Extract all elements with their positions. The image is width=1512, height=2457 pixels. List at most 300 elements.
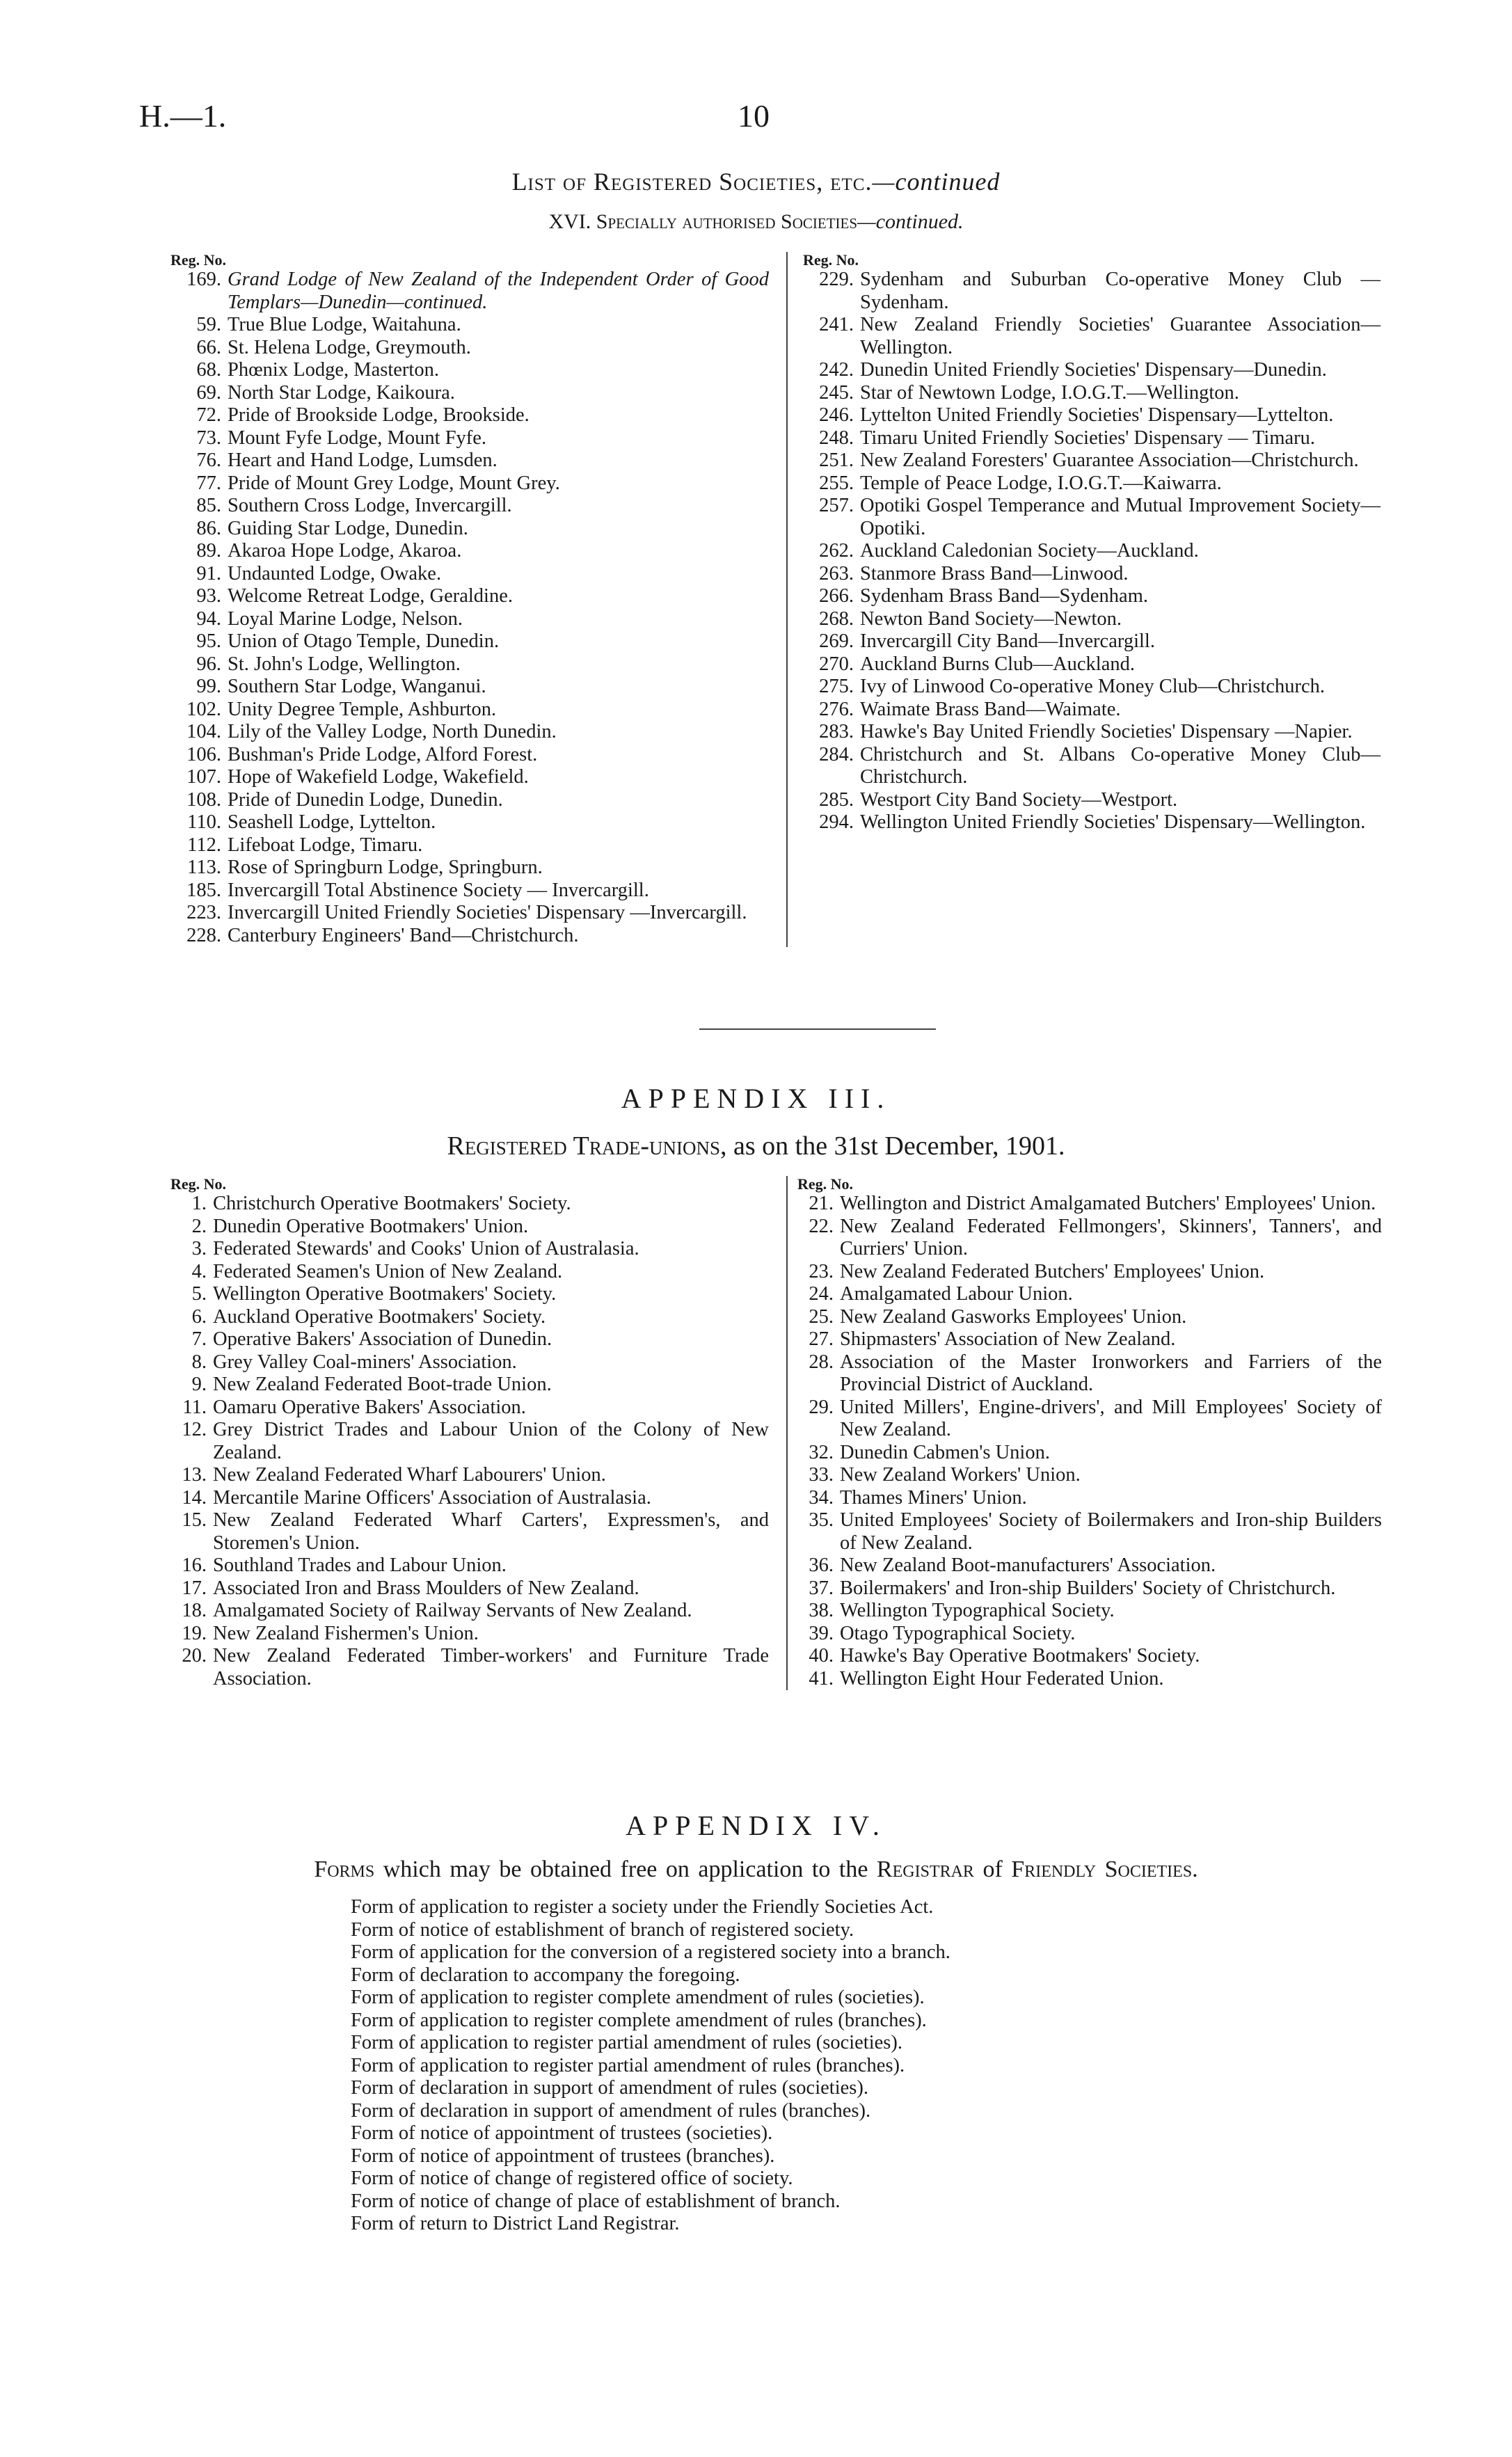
entry-text: Heart and Hand Lodge, Lumsden.	[228, 450, 498, 471]
list-item	[170, 382, 769, 405]
list-title-continued: —continued	[872, 168, 1001, 196]
list-item	[803, 653, 1380, 676]
list-item	[170, 789, 769, 812]
form-item: Form of notice of appointment of trustees (branches).	[351, 2145, 775, 2167]
reg-number: 73.	[196, 427, 221, 449]
reg-number: 106.	[186, 743, 221, 765]
reg-number: 113.	[187, 857, 221, 878]
appendix-iii-subtitle-sc: Registered Trade-unions,	[447, 1131, 727, 1161]
entry-text: New Zealand Federated Wharf Labourers' Union.	[213, 1464, 606, 1486]
reg-number: 85.	[196, 495, 221, 516]
entry-text: Auckland Caledonian Society—Auckland.	[860, 540, 1199, 562]
list-item	[797, 1397, 1382, 1442]
reg-number: 14.	[182, 1486, 207, 1509]
reg-number: 1.	[191, 1193, 207, 1214]
reg-number: 294.	[819, 811, 854, 833]
appendix-iv-sub-forms: Forms	[314, 1856, 375, 1882]
reg-number: 91.	[196, 562, 221, 585]
list-item	[170, 653, 769, 676]
form-item: Form of return to District Land Registrar.	[351, 2213, 680, 2234]
list-item	[797, 1577, 1382, 1600]
reg-number: 15.	[182, 1509, 207, 1531]
list-item	[803, 382, 1380, 405]
list-item	[797, 1464, 1382, 1487]
reg-number: 9.	[191, 1374, 207, 1395]
reg-number: 102.	[186, 698, 221, 720]
entry-text: Waimate Brass Band—Waimate.	[860, 698, 1121, 720]
list-title-text: List of Registered Societies, etc.	[511, 168, 873, 196]
section-title-continued: —continued.	[857, 210, 964, 233]
reg-number: 104.	[186, 721, 221, 742]
entry-text: Auckland Burns Club—Auckland.	[860, 653, 1135, 675]
form-item: Form of notice of establishment of branch of registered society.	[351, 1918, 854, 1941]
entry-text: New Zealand Federated Wharf Carters', Expressmen's, and Storemen's Union.	[213, 1509, 769, 1554]
list-item	[797, 1668, 1382, 1691]
entry-text: Grey District Trades and Labour Union of the Colony of New Zealand.	[213, 1419, 769, 1463]
list-item	[170, 1351, 769, 1374]
entry-text: Opotiki Gospel Temperance and Mutual Improvement Society—Opotiki.	[860, 495, 1380, 539]
reg-number: 2.	[191, 1215, 207, 1237]
entry-text: Timaru United Friendly Societies' Dispensary — Timaru.	[860, 427, 1316, 449]
entry-text: Otago Typographical Society.	[840, 1622, 1076, 1644]
entry-text: Sydenham Brass Band—Sydenham.	[860, 585, 1149, 607]
list-item	[803, 404, 1380, 427]
list-item	[170, 1554, 769, 1577]
appendix-iv-sub-text: which may be obtained free on application to the	[374, 1856, 877, 1882]
list-item	[170, 1216, 769, 1239]
reg-number: 242.	[819, 359, 854, 381]
entry-text: New Zealand Federated Timber-workers' and Furniture Trade Association.	[213, 1645, 769, 1689]
list-item	[170, 495, 769, 518]
trade-unions-right-column	[788, 1176, 1382, 1690]
reg-number: 37.	[809, 1577, 834, 1599]
societies-right-column	[788, 252, 1380, 947]
list-item	[170, 269, 769, 314]
list-item	[803, 314, 1380, 359]
list-item	[803, 495, 1380, 540]
reg-number: 8.	[191, 1351, 207, 1373]
entry-text: Newton Band Society—Newton.	[860, 607, 1122, 630]
reg-number: 94.	[196, 607, 221, 630]
reg-number: 246.	[819, 404, 854, 426]
reg-number: 228.	[186, 924, 221, 946]
entry-text: Wellington United Friendly Societies' Dispensary—Wellington.	[860, 811, 1366, 833]
list-item	[170, 1193, 769, 1216]
list-item	[170, 359, 769, 382]
entry-text: Pride of Dunedin Lodge, Dunedin.	[228, 788, 503, 811]
section-divider	[699, 1028, 936, 1030]
list-item	[797, 1442, 1382, 1465]
entry-text: Amalgamated Society of Railway Servants of New Zealand.	[213, 1600, 692, 1621]
reg-number: 18.	[182, 1600, 207, 1621]
reg-number: 34.	[809, 1486, 834, 1509]
entry-text: Westport City Band Society—Westport.	[860, 788, 1178, 811]
entry-text: Hawke's Bay Operative Bootmakers' Society.	[840, 1645, 1200, 1667]
reg-number: 40.	[809, 1645, 834, 1667]
reg-number: 112.	[187, 834, 221, 856]
entry-text: Thames Miners' Union.	[840, 1486, 1027, 1509]
list-item	[170, 766, 769, 789]
entry-text: Star of Newtown Lodge, I.O.G.T.—Wellington.	[860, 381, 1239, 404]
entry-text: Christchurch Operative Bootmakers' Society.	[213, 1193, 571, 1214]
entry-text: Invercargill United Friendly Societies' Dispensary —Invercargill.	[228, 902, 747, 923]
reg-number: 13.	[182, 1464, 207, 1486]
reg-number: 262.	[819, 540, 854, 562]
entry-text: Lyttelton United Friendly Societies' Dispensary—Lyttelton.	[860, 404, 1334, 426]
reg-number: 77.	[196, 472, 221, 494]
list-item	[797, 1623, 1382, 1646]
entry-text: New Zealand Federated Boot-trade Union.	[213, 1374, 552, 1395]
list-item	[170, 1645, 769, 1690]
reg-number: 21.	[809, 1193, 834, 1214]
reg-number: 257.	[819, 495, 854, 516]
list-item	[170, 1464, 769, 1487]
reg-number: 266.	[819, 585, 854, 607]
reg-number: 23.	[809, 1260, 834, 1282]
reg-number: 29.	[809, 1396, 834, 1418]
reg-number: 76.	[196, 450, 221, 471]
reg-number: 89.	[196, 540, 221, 562]
form-item: Form of declaration in support of amendment of rules (branches).	[351, 2099, 871, 2122]
form-item: Form of declaration to accompany the foregoing.	[351, 1964, 740, 1986]
list-item	[170, 472, 769, 495]
entry-text: Christchurch and St. Albans Co-operative Money Club—Christchurch.	[860, 743, 1380, 788]
reg-number: 66.	[196, 336, 221, 358]
reg-number: 99.	[196, 676, 221, 697]
reg-number: 5.	[191, 1283, 207, 1305]
reg-number: 19.	[182, 1622, 207, 1644]
entry-text: True Blue Lodge, Waitahuna.	[228, 314, 461, 335]
entry-text: New Zealand Federated Butchers' Employees' Union.	[840, 1260, 1265, 1282]
reg-number: 3.	[191, 1238, 207, 1259]
entry-text: Dunedin Cabmen's Union.	[840, 1441, 1050, 1463]
reg-number: 33.	[809, 1464, 834, 1486]
list-item	[170, 721, 769, 744]
entry-text: Seashell Lodge, Lyttelton.	[228, 811, 436, 833]
entry-text: Oamaru Operative Bakers' Association.	[213, 1396, 526, 1418]
list-item	[170, 1397, 769, 1420]
entry-text: Grey Valley Coal-miners' Association.	[213, 1351, 517, 1373]
list-item	[170, 404, 769, 427]
entry-text: Pride of Brookside Lodge, Brookside.	[228, 404, 530, 426]
list-item	[170, 1600, 769, 1623]
reg-number: 32.	[809, 1441, 834, 1463]
reg-number: 268.	[819, 607, 854, 630]
entry-text: Associated Iron and Brass Moulders of New Zealand.	[213, 1577, 639, 1599]
entry-text: Lifeboat Lodge, Timaru.	[228, 834, 423, 856]
reg-number: 223.	[186, 902, 221, 923]
entry-text: Wellington Typographical Society.	[840, 1600, 1115, 1621]
list-item	[170, 337, 769, 360]
reg-number: 41.	[809, 1667, 834, 1689]
reg-number: 24.	[809, 1283, 834, 1305]
entry-text: Shipmasters' Association of New Zealand.	[840, 1328, 1176, 1350]
list-item	[170, 630, 769, 653]
appendix-iii-title: APPENDIX III.	[621, 1083, 891, 1114]
list-item	[170, 1238, 769, 1261]
entry-text: Southern Cross Lodge, Invercargill.	[228, 495, 512, 516]
list-item	[797, 1645, 1382, 1668]
list-item	[803, 676, 1380, 699]
list-item	[803, 811, 1380, 834]
entry-text: Federated Stewards' and Cooks' Union of Australasia.	[213, 1238, 639, 1259]
reg-number: 251.	[819, 450, 854, 471]
reg-number: 59.	[196, 314, 221, 335]
section-title-text: XVI. Specially authorised Societies	[548, 210, 858, 233]
list-item	[803, 563, 1380, 586]
entry-text: Boilermakers' and Iron-ship Builders' Society of Christchurch.	[840, 1577, 1336, 1599]
list-item	[797, 1509, 1382, 1554]
reg-number: 7.	[191, 1328, 207, 1350]
entry-text: Loyal Marine Lodge, Nelson.	[228, 607, 463, 630]
reg-number: 283.	[819, 721, 854, 742]
reg-number: 22.	[809, 1215, 834, 1237]
entry-text: Grand Lodge of New Zealand of the Independent Order of Good Templars—Dunedin—continued.	[228, 269, 769, 313]
reg-number: 96.	[196, 653, 221, 675]
list-item	[170, 1283, 769, 1306]
list-item	[170, 880, 769, 903]
list-item	[803, 630, 1380, 653]
page-number: 10	[738, 98, 770, 134]
form-item: Form of notice of change of place of establishment of branch.	[351, 2190, 841, 2212]
entry-text: Mount Fyfe Lodge, Mount Fyfe.	[228, 427, 487, 449]
list-item	[170, 1487, 769, 1510]
entry-text: Undaunted Lodge, Owake.	[228, 562, 442, 585]
form-item: Form of application for the conversion of a registered society into a branch.	[351, 1941, 950, 1963]
entry-text: Bushman's Pride Lodge, Alford Forest.	[228, 743, 538, 765]
entry-text: Southern Star Lodge, Wanganui.	[228, 676, 486, 697]
reg-no-label: Reg. No.	[797, 1175, 854, 1193]
trade-unions-left-column	[170, 1176, 788, 1690]
entry-text: Operative Bakers' Association of Dunedin.	[213, 1328, 552, 1350]
entry-text: Unity Degree Temple, Ashburton.	[228, 698, 497, 720]
entry-text: North Star Lodge, Kaikoura.	[228, 381, 455, 404]
societies-left-column	[170, 252, 788, 947]
reg-no-label: Reg. No.	[170, 1175, 227, 1193]
entry-text: St. Helena Lodge, Greymouth.	[228, 336, 471, 358]
reg-number: 16.	[182, 1554, 207, 1576]
entry-text: New Zealand Federated Fellmongers', Skinners', Tanners', and Curriers' Union.	[840, 1215, 1382, 1259]
reg-number: 169.	[186, 269, 221, 290]
entry-text: Association of the Master Ironworkers and Farriers of the Provincial District of Auckland.	[840, 1351, 1382, 1395]
list-item	[803, 721, 1380, 744]
entry-text: Temple of Peace Lodge, I.O.G.T.—Kaiwarra.	[860, 472, 1222, 494]
reg-number: 107.	[186, 766, 221, 788]
list-item	[803, 427, 1380, 450]
reg-number: 11.	[182, 1396, 207, 1418]
entry-text: Lily of the Valley Lodge, North Dunedin.	[228, 721, 557, 742]
entry-text: Amalgamated Labour Union.	[840, 1283, 1073, 1305]
list-item	[170, 1623, 769, 1646]
list-title	[0, 167, 1512, 196]
list-item	[170, 1419, 769, 1464]
list-item	[170, 1306, 769, 1329]
entry-text: Sydenham and Suburban Co-operative Money Club —Sydenham.	[860, 269, 1380, 313]
entry-text: Dunedin United Friendly Societies' Dispensary—Dunedin.	[860, 359, 1327, 381]
reg-number: 39.	[809, 1622, 834, 1644]
list-item	[170, 1577, 769, 1600]
entry-text: New Zealand Friendly Societies' Guarantee Association—Wellington.	[860, 314, 1380, 358]
reg-number: 284.	[819, 743, 854, 765]
reg-number: 229.	[819, 269, 854, 290]
reg-number: 6.	[191, 1305, 207, 1328]
reg-no-label: Reg. No.	[803, 251, 859, 269]
reg-number: 276.	[819, 698, 854, 720]
list-item	[170, 1261, 769, 1284]
entry-text: Pride of Mount Grey Lodge, Mount Grey.	[228, 472, 560, 494]
entry-text: Ivy of Linwood Co-operative Money Club—Christchurch.	[860, 676, 1326, 697]
entry-text: Canterbury Engineers' Band—Christchurch.	[228, 924, 579, 946]
list-item	[797, 1600, 1382, 1623]
list-item	[803, 472, 1380, 495]
list-item	[170, 450, 769, 472]
reg-number: 4.	[191, 1260, 207, 1282]
entry-text: Federated Seamen's Union of New Zealand.	[213, 1260, 563, 1282]
entry-text: Dunedin Operative Bootmakers' Union.	[213, 1215, 529, 1237]
entry-text: Mercantile Marine Officers' Association of Australasia.	[213, 1486, 651, 1509]
entry-text: Wellington Eight Hour Federated Union.	[840, 1667, 1164, 1689]
list-item	[803, 269, 1380, 314]
reg-number: 255.	[819, 472, 854, 494]
reg-number: 269.	[819, 630, 854, 652]
list-item	[170, 314, 769, 337]
entry-text: St. John's Lodge, Wellington.	[228, 653, 461, 675]
reg-number: 108.	[186, 788, 221, 811]
form-item: Form of application to register partial amendment of rules (societies).	[351, 2032, 903, 2053]
form-item: Form of notice of appointment of trustees (societies).	[351, 2122, 773, 2144]
list-item	[803, 789, 1380, 812]
list-item	[170, 902, 769, 925]
list-item	[170, 608, 769, 631]
section-title	[0, 210, 1512, 234]
list-item	[797, 1328, 1382, 1351]
list-item	[797, 1306, 1382, 1329]
form-item: Form of notice of change of registered office of society.	[351, 2168, 793, 2189]
list-item	[170, 540, 769, 563]
list-item	[797, 1283, 1382, 1306]
list-item	[170, 1328, 769, 1351]
entry-text: New Zealand Gasworks Employees' Union.	[840, 1305, 1187, 1328]
list-item	[170, 563, 769, 586]
entry-text: Auckland Operative Bootmakers' Society.	[213, 1305, 546, 1328]
appendix-iv-sub-registrar: Registrar	[876, 1856, 974, 1882]
entry-text: New Zealand Fishermen's Union.	[213, 1622, 479, 1644]
entry-text: Southland Trades and Labour Union.	[213, 1554, 507, 1576]
societies-list	[170, 252, 1383, 947]
reg-number: 248.	[819, 427, 854, 449]
appendix-iv-subtitle	[0, 1856, 1512, 1883]
reg-number: 275.	[819, 676, 854, 697]
reg-number: 285.	[819, 788, 854, 811]
list-item	[803, 359, 1380, 382]
list-item	[797, 1554, 1382, 1577]
appendix-iv-sub-friendly: Friendly Societies.	[1011, 1856, 1198, 1882]
entry-text: Invercargill City Band—Invercargill.	[860, 630, 1155, 652]
entry-text: Phœnix Lodge, Masterton.	[228, 359, 439, 381]
entry-text: United Millers', Engine-drivers', and Mill Employees' Society of New Zealand.	[840, 1396, 1382, 1440]
list-item	[170, 1374, 769, 1397]
entry-text: Wellington Operative Bootmakers' Society.	[213, 1283, 557, 1305]
appendix-iii-subtitle	[0, 1131, 1512, 1161]
reg-number: 25.	[809, 1305, 834, 1328]
entry-text: Akaroa Hope Lodge, Akaroa.	[228, 540, 462, 562]
list-item	[170, 585, 769, 608]
form-item: Form of application to register complete amendment of rules (branches).	[351, 2009, 927, 2031]
list-item	[803, 540, 1380, 563]
appendix-iv-sub-of: of	[973, 1856, 1012, 1882]
reg-number: 27.	[809, 1328, 834, 1350]
entry-text: New Zealand Boot-manufacturers' Association.	[840, 1554, 1216, 1576]
entry-text: Hope of Wakefield Lodge, Wakefield.	[228, 766, 529, 788]
forms-list	[351, 1896, 950, 2236]
reg-number: 86.	[196, 517, 221, 539]
reg-number: 20.	[182, 1645, 207, 1667]
reg-number: 12.	[182, 1419, 207, 1440]
reg-number: 110.	[187, 811, 221, 833]
list-item	[803, 585, 1380, 608]
list-item	[170, 744, 769, 767]
list-item	[803, 450, 1380, 472]
entry-text: New Zealand Workers' Union.	[840, 1464, 1081, 1486]
reg-number: 241.	[819, 314, 854, 335]
reg-number: 72.	[196, 404, 221, 426]
entry-text: Wellington and District Amalgamated Butchers' Employees' Union.	[840, 1193, 1376, 1214]
trade-unions-list	[170, 1176, 1383, 1690]
entry-text: Invercargill Total Abstinence Society — Invercargill.	[228, 879, 649, 901]
entry-text: Stanmore Brass Band—Linwood.	[860, 562, 1129, 585]
list-item	[170, 811, 769, 834]
header-reference: H.—1.	[139, 98, 227, 134]
reg-number: 68.	[196, 359, 221, 381]
reg-no-label: Reg. No.	[170, 251, 227, 269]
reg-number: 38.	[809, 1600, 834, 1621]
entry-text: Guiding Star Lodge, Dunedin.	[228, 517, 468, 539]
list-item	[170, 699, 769, 722]
reg-number: 35.	[809, 1509, 834, 1531]
entry-text: Welcome Retreat Lodge, Geraldine.	[228, 585, 513, 607]
list-item	[803, 744, 1380, 789]
list-item	[797, 1351, 1382, 1397]
list-item	[170, 518, 769, 541]
list-item	[797, 1261, 1382, 1284]
entry-text: Rose of Springburn Lodge, Springburn.	[228, 857, 543, 878]
entry-text: Union of Otago Temple, Dunedin.	[228, 630, 500, 652]
form-item: Form of application to register partial amendment of rules (branches).	[351, 2054, 905, 2076]
appendix-iii-subtitle-rest: as on the 31st December, 1901.	[726, 1131, 1065, 1161]
entry-text: New Zealand Foresters' Guarantee Association—Christchurch.	[860, 450, 1359, 471]
entry-text: United Employees' Society of Boilermakers and Iron-ship Builders of New Zealand.	[840, 1509, 1382, 1554]
list-item	[803, 699, 1380, 722]
reg-number: 185.	[186, 879, 221, 901]
reg-number: 28.	[809, 1351, 834, 1373]
reg-number: 93.	[196, 585, 221, 607]
reg-number: 263.	[819, 562, 854, 585]
reg-number: 17.	[182, 1577, 207, 1599]
form-item: Form of declaration in support of amendment of rules (societies).	[351, 2077, 868, 2099]
list-item	[170, 427, 769, 450]
list-item	[170, 857, 769, 880]
form-item: Form of application to register a society under the Friendly Societies Act.	[351, 1896, 934, 1918]
reg-number: 245.	[819, 381, 854, 404]
list-item	[170, 1509, 769, 1554]
list-item	[797, 1193, 1382, 1216]
reg-number: 36.	[809, 1554, 834, 1576]
form-item: Form of application to register complete amendment of rules (societies).	[351, 1987, 925, 2008]
list-item	[170, 676, 769, 699]
reg-number: 95.	[196, 630, 221, 652]
list-item	[797, 1487, 1382, 1510]
entry-text: Hawke's Bay United Friendly Societies' Dispensary —Napier.	[860, 721, 1353, 742]
